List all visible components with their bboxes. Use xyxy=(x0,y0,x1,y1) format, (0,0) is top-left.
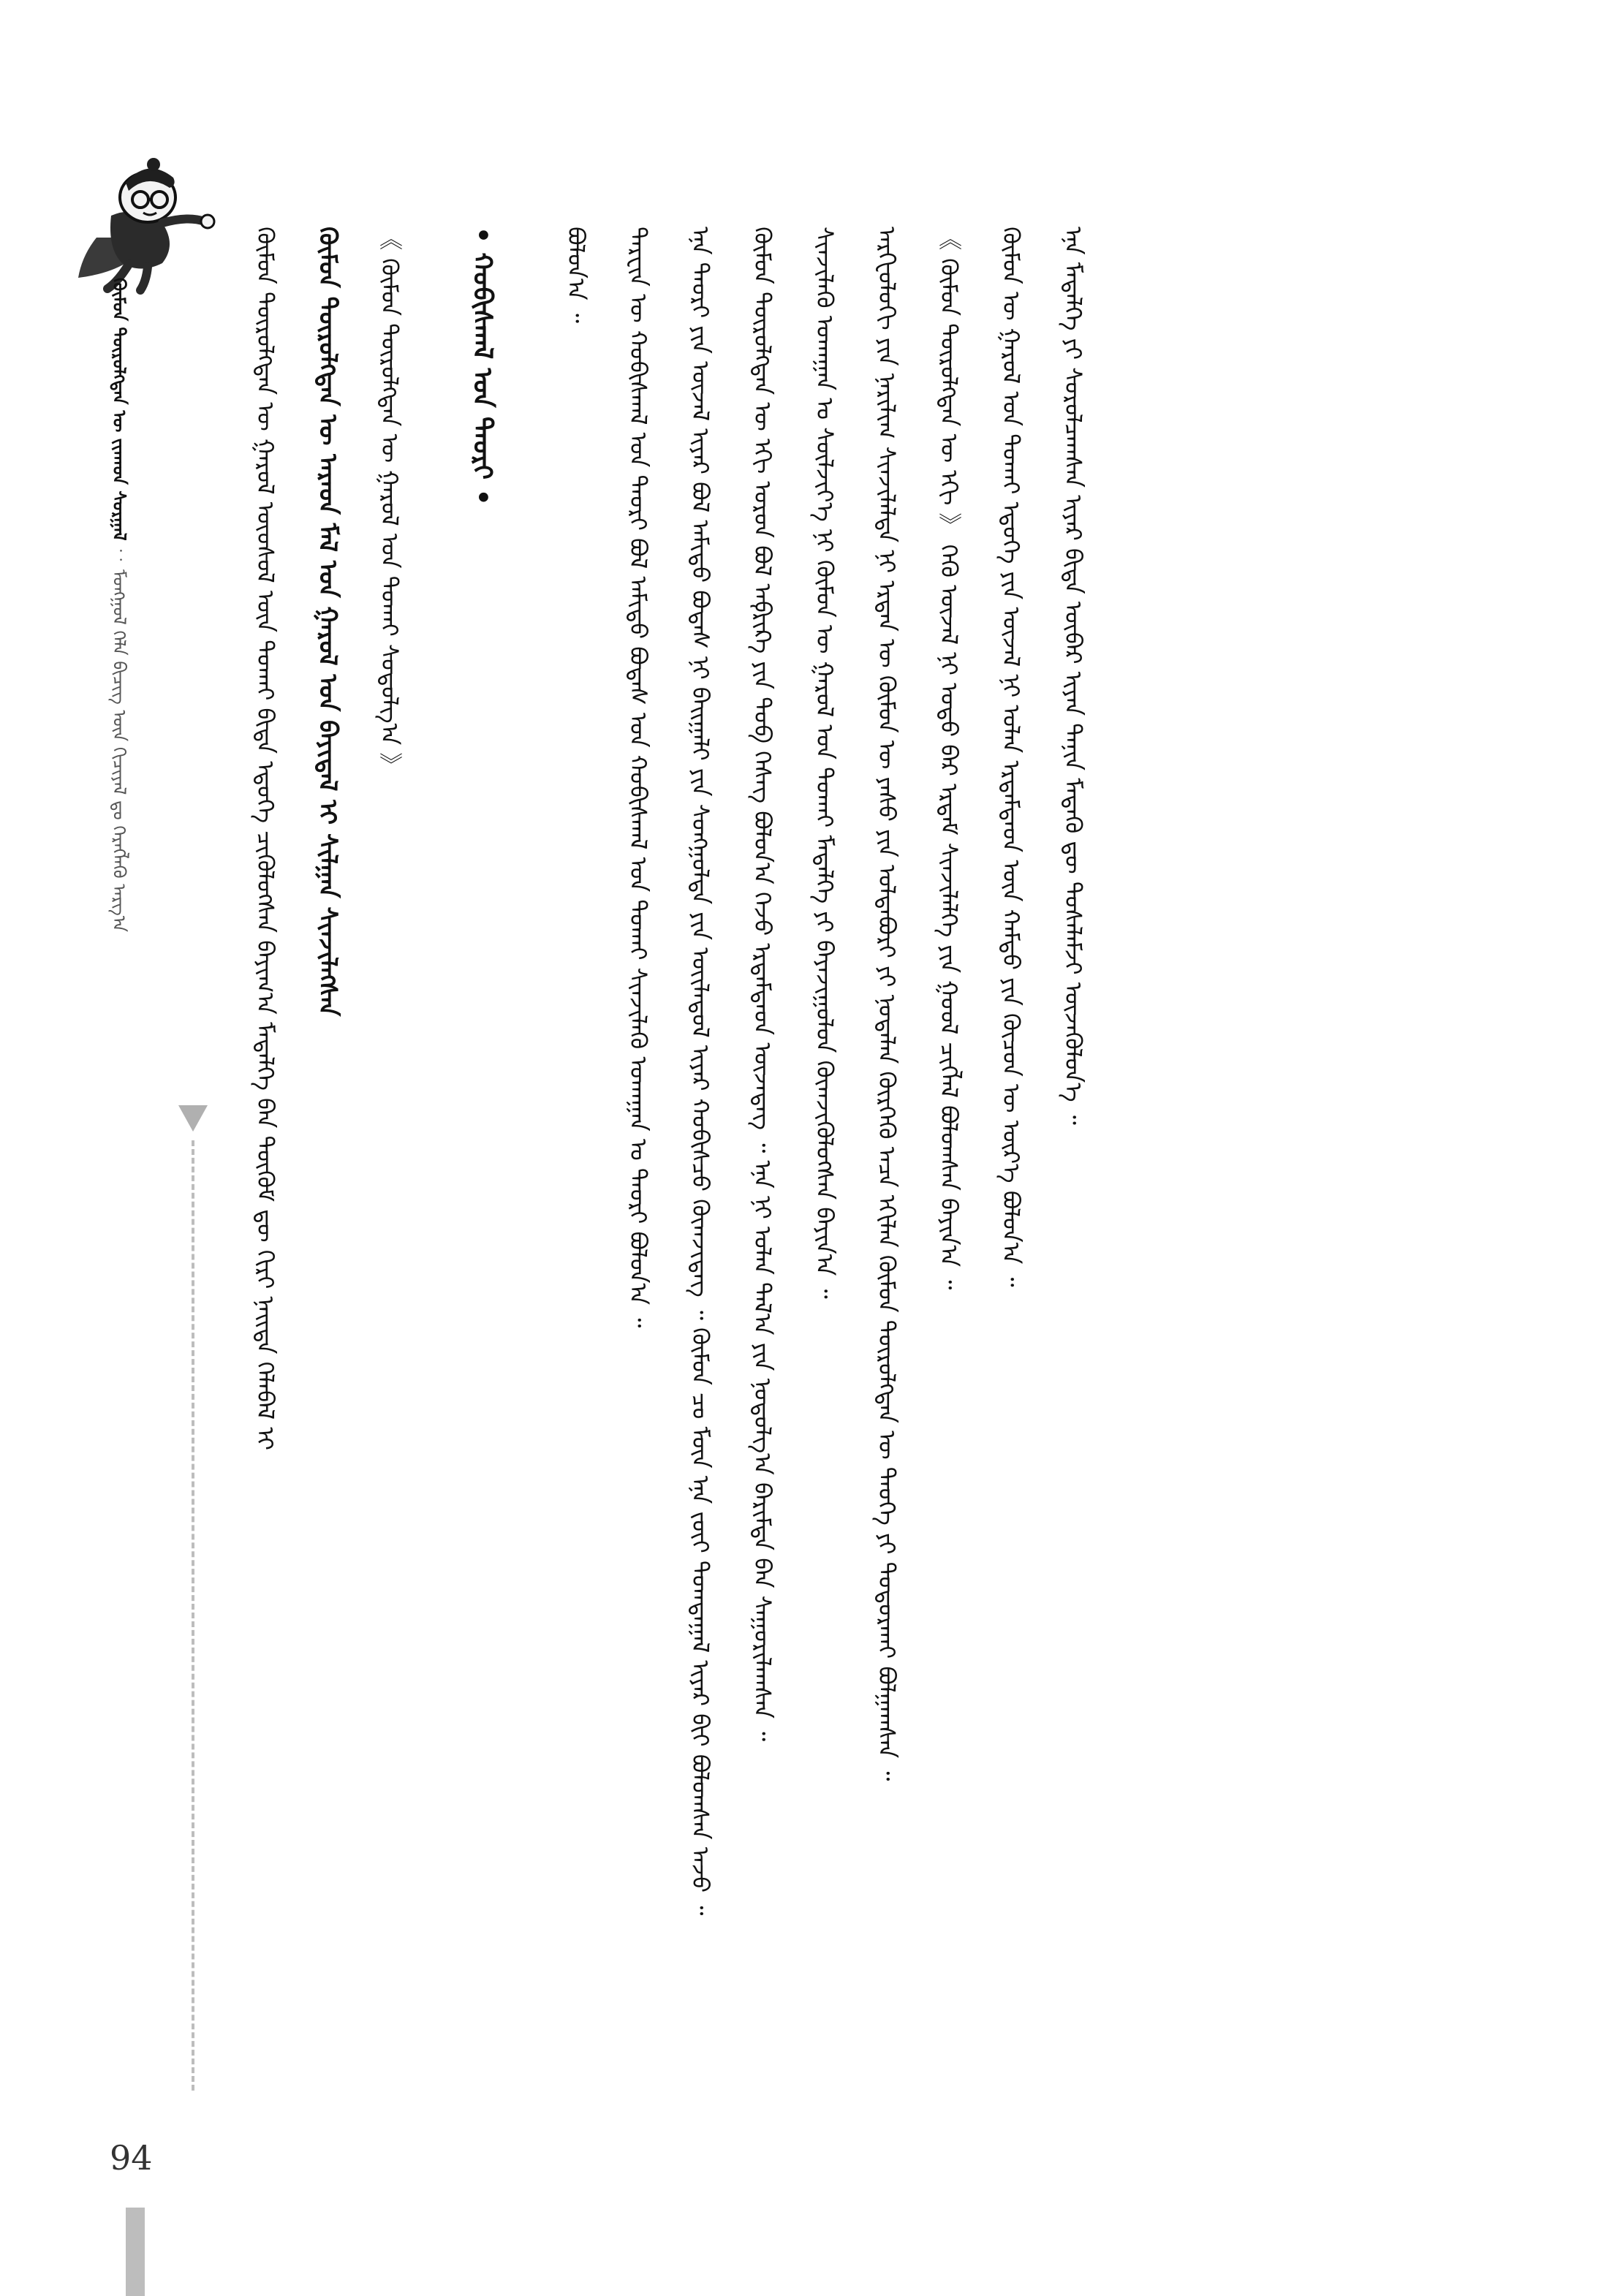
paragraph-8: ᠡᠨᠡ ᠮᠡᠳᠡᠯᠭᠡ ᠶᠢ ᠰᠤᠷᠤᠯᠴᠠᠭᠰᠠᠨ ᠢᠶᠡᠷ ᠪᠢᠳᠡ ᠥᠪᠡᠷ ᠢᠶᠡᠨ ᠲᠠᠨᠢᠨ ᠮᠡᠳᠡᠬᠦ ᠳᠦ ᠲᠤᠰᠠᠯᠠᠮᠵᠢ ᠦᠵᠡᠭᠦᠯᠦᠨ᠎ᠡ ᠃ xyxy=(1059,227,1087,1125)
paragraph-1: ᠳᠠᠷᠸᠢᠨ ᠦ ᠬᠤᠪᠢᠰᠬᠠᠯ ᠤᠨ ᠲᠡᠤᠷᠢ ᠪᠣᠯ ᠠᠮᠢᠳᠤ ᠪᠣᠳᠠᠰ ᠤᠨ ᠬᠤᠪᠢᠰᠬᠠᠯ ᠤᠨ ᠲᠤᠬᠠᠢ ᠰᠢᠨᠵᠢᠯᠡᠬᠦ ᠤᠬᠠᠭᠠᠨ ᠤ ᠲᠡᠤᠷᠢ ᠪᠣᠯᠤᠨ᠎ᠠ ᠃ xyxy=(624,227,652,1328)
paragraph-7: ᠬᠦᠮᠦᠨ ᠦ ᠭᠠᠷᠤᠯ ᠤᠨ ᠲᠤᠬᠠᠢ ᠡᠳᠦᠭᠡ ᠶᠢᠨ ᠦᠵᠡᠯ ᠨᠢ ᠣᠯᠠᠨ ᠡᠷᠳᠡᠮᠲᠡᠳ ᠦᠨ ᠬᠠᠮᠲᠤ ᠶᠢᠨ ᠬᠦᠴᠦᠨ ᠦ ᠦᠷ᠎ᠡ ᠪᠣᠯᠤᠨ᠎ᠠ ᠃ xyxy=(997,227,1025,1287)
page-edge-tab xyxy=(126,2208,145,2296)
paragraph-4: ᠰᠢᠨᠵᠢᠯᠡᠬᠦ ᠤᠬᠠᠭᠠᠨ ᠤ ᠰᠦᠯᠵᠢᠶ᠎ᠡ ᠨᠢ ᠬᠦᠮᠦᠨ ᠦ ᠭᠠᠷᠤᠯ ᠤᠨ ᠲᠤᠬᠠᠢ ᠮᠡᠳᠡᠯᠭᠡ ᠶᠢ ᠪᠠᠶᠠᠵᠢᠭᠤᠯᠤᠨ ᠬᠦᠭ᠍ᠵᠢᠭᠦᠯᠦᠭᠰᠡᠨ ᠪᠠᠶᠢᠨ᠎ᠠ ᠃ xyxy=(811,227,839,1299)
running-header-chapter: ᠮᠤᠩᠭᠤᠯ ᠬᠡᠯᠡ ᠪᠢᠴᠢᠭ ᠦᠨ ᠬᠢᠴᠢᠶᠡᠯ ᠳᠤ ᠬᠡᠷᠡᠭᠯᠡᠬᠦ ᠠᠷᠭ᠎ᠠ xyxy=(109,569,129,933)
paragraph-1-end: ᠪᠣᠯᠤᠨ᠎ᠠ ᠃ xyxy=(562,227,590,323)
paragraph-6: 《 ᠬᠦᠮᠦᠨ ᠲᠦᠷᠦᠯᠬᠲᠡᠨ ᠦ ᠡᠬᠢ 》 ᠭᠡᠬᠦ ᠦᠵᠡᠯ ᠨᠢ ᠣᠳᠣ ᠪᠠᠷ ᠡᠷᠳᠡᠮ ᠰᠢᠨᠵᠢᠯᠡᠯᠭᠡ ᠶᠢᠨ ᠭᠣᠣᠯ ᠴᠢᠭᠯᠡᠯ ᠪᠣᠯᠤᠭᠰᠠᠨ ᠪᠠᠶᠢᠨ᠎ᠠ ᠃ xyxy=(935,227,963,1290)
quote-line: 《 ᠬᠦᠮᠦᠨ ᠲᠦᠷᠦᠯᠬᠲᠡᠨ ᠦ ᠭᠠᠷᠤᠯ ᠤᠨ ᠲᠤᠬᠠᠢ ᠰᠤᠳᠤᠯᠭ᠎ᠠ 》 xyxy=(376,227,404,776)
main-text-block xyxy=(234,227,1455,2083)
dashed-divider xyxy=(192,1140,194,2091)
paragraph-5: ᠠᠷᠬᠧᠣᠯᠣᠭᠢ ᠶᠢᠨ ᠨᠠᠷᠢᠯᠢᠭ ᠰᠢᠨᠵᠢᠯᠡᠯᠲᠡ ᠨᠢ ᠡᠷᠲᠡᠨ ᠦ ᠬᠦᠮᠦᠨ ᠦ ᠶᠠᠰᠤ ᠶᠢᠨ ᠣᠯᠳᠠᠪᠤᠷᠢ ᠶᠢ ᠨᠣᠲᠠᠯᠠᠨ ᠬᠦᠷᠭᠡᠬᠦ ᠠᠴᠠ ᠡᠬᠢᠯᠡᠨ ᠬᠦᠮᠦᠨ ᠲᠦᠷᠦᠯᠬᠲᠡᠨ ᠦ ᠲᠡᠦᠬᠡ ᠶᠢ ᠲᠣᠳᠤᠷᠬᠠᠢ ᠪᠣᠯᠭᠠᠭᠰᠠᠨ ᠃ xyxy=(873,227,901,1781)
intro-line: ᠬᠦᠮᠦᠨ ᠲᠦᠷᠦᠯᠬᠲᠡᠨ ᠦ ᠭᠠᠷᠤᠯ ᠦᠦᠰᠦᠯ ᠦᠨ ᠲᠤᠬᠠᠢ ᠪᠢᠳᠡ ᠡᠳᠦᠭᠡ ᠴᠢᠭᠦᠯᠦᠭᠰᠡᠨ ᠪᠠᠶᠢᠭ᠎ᠠ ᠮᠡᠳᠡᠯᠭᠡ ᠪᠠᠨ ᠳᠦᠭᠦᠮ ᠳᠦ ᠬᠢᠷᠢ ᠨᠡᠢᠲᠡ ᠬᠡᠯᠡᠪᠡᠯ ᠢ xyxy=(251,227,279,1450)
paragraph-2: ᠡᠨᠡ ᠲᠡᠤᠷᠢ ᠶᠢᠨ ᠦᠵᠡᠯ ᠢᠶᠡᠷ ᠪᠣᠯ ᠠᠮᠢᠳᠤ ᠪᠣᠳᠠᠰ ᠨᠢ ᠪᠠᠢᠭᠠᠯᠢ ᠶᠢᠨ ᠰᠤᠩᠭᠤᠯᠲᠠ ᠶᠢᠨ ᠦᠢᠯᠡᠳᠦᠯ ᠢᠶᠡᠷ ᠬᠤᠪᠢᠰᠴᠤ ᠬᠦᠭ᠍ᠵᠢᠳᠡᠭ ᠃ ᠬᠦᠮᠦᠨ ᠴᠤ ᠮᠦᠨ ᠡᠨᠡ ᠵᠦᠢ ᠲᠣᠭᠲᠠᠭᠠᠯ ᠢᠶᠠᠷ ᠪᠢᠢ ᠪᠣᠯᠤᠭᠰᠠᠨ ᠠᠵᠤ ᠃ xyxy=(686,227,714,1916)
running-header: ᠬᠦᠮᠦᠨ ᠲᠦᠷᠦᠯᠬᠲᠡᠨ ᠦ ᠵᠢᠬᠠᠳ ᠰᠤᠷᠭᠠᠯ ︰ ᠮᠤᠩᠭᠤᠯ ᠬᠡᠯᠡ ᠪᠢᠴᠢᠭ ᠦᠨ ᠬᠢᠴᠢᠶᠡᠯ ᠳᠤ ᠬᠡᠷᠡᠭᠯᠡᠬᠦ ᠠᠷᠭ᠎ᠠ xyxy=(109,278,129,933)
page-number: 94 xyxy=(110,2138,153,2178)
running-header-book-title: ᠬᠦᠮᠦᠨ ᠲᠦᠷᠦᠯᠬᠲᠡᠨ ᠦ ᠵᠢᠬᠠᠳ ᠰᠤᠷᠭᠠᠯ xyxy=(109,278,129,541)
section-title: • ᠬᠤᠪᠢᠰᠬᠠᠯ ᠤᠨ ᠲᠡᠤᠷᠢ • xyxy=(467,227,498,506)
triangle-marker-icon xyxy=(177,1104,209,1133)
paragraph-3: ᠬᠦᠮᠦᠨ ᠲᠦᠷᠦᠯᠬᠲᠡᠨ ᠦ ᠡᠬᠢ ᠣᠷᠣᠨ ᠪᠣᠯ ᠠᠹᠷᠢᠺᠠ ᠶᠢᠨ ᠲᠣᠪ ᠬᠡᠰᠡᠭ ᠪᠣᠯᠤᠨ᠎ᠠ ᠭᠡᠵᠦ ᠡᠷᠳᠡᠮᠲᠡᠳ ᠦᠵᠡᠳᠡᠭ ᠃ ᠡᠨᠡ ᠨᠢ ᠣᠯᠠᠨ ᠲᠠᠯ᠎ᠠ ᠶᠢᠨ ᠨᠣᠳᠤᠯᠭ᠎ᠠ ᠪᠠᠷᠢᠮᠲᠠ ᠪᠠᠨ ᠰᠠᠭᠤᠷᠢᠯᠠᠭᠰᠠᠨ ᠃ xyxy=(749,227,776,1742)
bold-term-line: ᠬᠦᠮᠦᠨ ᠲᠦᠷᠦᠯᠬᠲᠡᠨ ᠦ ᠠᠷᠠᠳ ᠮᠠᠯ ᠤᠨ ᠭᠠᠷᠤᠯ ᠤᠨ ᠪᠠᠶᠢᠳᠠᠯ ᠢ ᠰᠢᠯᠭᠠᠨ ᠰᠢᠨᠵᠢᠯᠡᠭᠰᠡᠨ xyxy=(313,227,342,1017)
mascot-illustration-icon xyxy=(67,128,221,296)
